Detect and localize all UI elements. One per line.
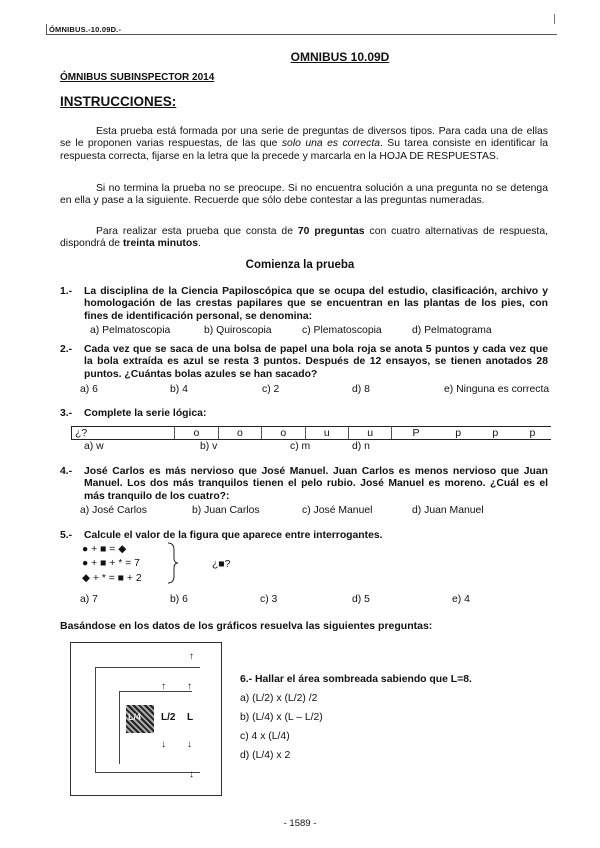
- q6-option-a[interactable]: a) (L/2) x (L/2) /2: [240, 693, 318, 704]
- q6-option-b[interactable]: b) (L/4) x (L – L/2): [240, 712, 323, 723]
- arrow-down-icon: ↓: [187, 739, 192, 750]
- series-cell: p: [477, 427, 514, 440]
- question-text: Cada vez que se saca de una bolsa de papel una bola roja se anota 5 puntos y cada vez que la bola extraída es azul se resta 3 puntos. Después de 12 ensayos, se tienen anotados 28 puntos. ¿Cuántas bolas azules se han sacado?: [84, 344, 548, 380]
- q4-option-c[interactable]: c) José Manuel: [302, 505, 373, 516]
- question-4: [60, 466, 548, 503]
- equation-2: ● + ■ + * = 7: [82, 558, 140, 569]
- series-cell: p: [514, 427, 551, 440]
- q3-option-c[interactable]: c) m: [290, 441, 311, 452]
- question-number: 2.-: [60, 344, 73, 355]
- label-l: L: [187, 712, 194, 723]
- exam-subtitle: ÓMNIBUS SUBINSPECTOR 2014: [60, 72, 215, 83]
- q5-option-b[interactable]: b) 6: [170, 594, 188, 605]
- graphs-intro: Basándose en los datos de los gráficos resuelva las siguientes preguntas:: [60, 620, 433, 632]
- q3-option-a[interactable]: a) w: [84, 441, 104, 452]
- header-tag: ÓMNIBUS.-10.09D.-: [49, 25, 122, 34]
- q4-option-a[interactable]: a) José Carlos: [80, 505, 147, 516]
- q2-option-c[interactable]: c) 2: [262, 384, 280, 395]
- arrow-up-icon: ↑: [189, 651, 194, 662]
- q3-option-d[interactable]: d) n: [352, 441, 370, 452]
- series-cell: o: [175, 427, 218, 440]
- question-6: 6.- Hallar el área sombreada sabiendo que L=8.: [240, 674, 472, 685]
- q5-option-a[interactable]: a) 7: [80, 594, 98, 605]
- start-heading: Comienza la prueba: [245, 259, 355, 271]
- question-number: 3.-: [60, 408, 73, 419]
- question-3: [60, 408, 548, 420]
- question-5: [60, 530, 548, 542]
- arrow-up-icon: ↑: [187, 681, 192, 692]
- arrow-down-icon: ↓: [161, 739, 166, 750]
- equation-3: ◆ + * = ■ + 2: [82, 573, 142, 584]
- question-2: [60, 344, 548, 381]
- q5-option-c[interactable]: c) 3: [260, 594, 278, 605]
- intro-paragraph-3: Para realizar esta prueba que consta de 70 preguntas con cuatro alternativas de respuesta, dispondrá de treinta minutos.: [60, 226, 548, 250]
- equation-1: ● + ■ = ◆: [82, 544, 127, 555]
- question-number: 4.-: [60, 466, 73, 477]
- q1-option-c[interactable]: c) Plematoscopia: [302, 325, 382, 336]
- page-number: - 1589 -: [283, 818, 317, 829]
- question-text: José Carlos es más nervioso que José Manuel. Juan Carlos es menos nervioso que Juan Manuel. Los dos más tranquilos tienen el pelo rubio. José Manuel es moreno. ¿Cuál es el más tranquilo de los cuatro?:: [84, 466, 548, 502]
- question-text: Calcule el valor de la figura que aparece entre interrogantes.: [84, 530, 383, 541]
- header-rule: [46, 24, 557, 35]
- q4-option-d[interactable]: d) Juan Manuel: [412, 505, 484, 516]
- series-cell: p: [440, 427, 477, 440]
- series-cell: ¿?: [72, 427, 175, 440]
- question-text: Complete la serie lógica:: [84, 408, 207, 419]
- instructions-heading: INSTRUCCIONES:: [60, 94, 177, 109]
- question-unknown: ¿■?: [212, 559, 231, 570]
- intro-paragraph-2: Si no termina la prueba no se preocupe. Si no encuentra solución a una pregunta no se detenga en ella y pase a la siguiente. Recuerde que sólo debe contestar a las preguntas numeradas.: [60, 183, 548, 207]
- equation-brace: [166, 542, 180, 584]
- series-cell: u: [305, 427, 348, 440]
- question-number: 1.-: [60, 286, 73, 297]
- q2-option-a[interactable]: a) 6: [80, 384, 98, 395]
- q6-option-d[interactable]: d) (L/4) x 2: [240, 750, 291, 761]
- series-cell: u: [349, 427, 392, 440]
- q2-option-b[interactable]: b) 4: [170, 384, 188, 395]
- page-title: OMNIBUS 10.09D: [290, 50, 390, 64]
- arrow-up-icon: ↑: [161, 681, 166, 692]
- q4-option-b[interactable]: b) Juan Carlos: [192, 505, 260, 516]
- q2-option-d[interactable]: d) 8: [352, 384, 370, 395]
- question-text: La disciplina de la Ciencia Papiloscópica que se ocupa del estudio, clasificación, archivo y homologación de las crestas papilares que se encuentran en las plantas de los pies, con fines de identificación personal, se denomina:: [84, 286, 548, 322]
- q1-option-b[interactable]: b) Quiroscopia: [204, 325, 272, 336]
- question-1: [60, 286, 548, 323]
- q6-option-c[interactable]: c) 4 x (L/4): [240, 731, 290, 742]
- header-tick: [554, 14, 555, 24]
- q5-option-d[interactable]: d) 5: [352, 594, 370, 605]
- q2-option-e[interactable]: e) Ninguna es correcta: [444, 384, 550, 395]
- question-number: 5.-: [60, 530, 73, 541]
- logic-series-table: [71, 426, 551, 440]
- q1-option-d[interactable]: d) Pelmatograma: [412, 325, 492, 336]
- series-cell: P: [392, 427, 440, 440]
- hatch-label: L/4: [128, 712, 142, 722]
- arrow-down-icon: ↓: [189, 769, 194, 780]
- series-cell: o: [262, 427, 305, 440]
- q5-option-e[interactable]: e) 4: [452, 594, 470, 605]
- q3-option-b[interactable]: b) v: [200, 441, 218, 452]
- intro-paragraph-1: Esta prueba está formada por una serie de preguntas de diversos tipos. Para cada una de ellas se le proponen varias respuestas, de las que solo una es correcta. Su tarea consiste en identificar la respuesta correcta, fijarse en la letra que la precede y marcarla en la HOJA DE RESPUESTAS.: [60, 126, 548, 162]
- geometry-figure: [70, 642, 222, 796]
- q1-option-a[interactable]: a) Pelmatoscopia: [90, 325, 171, 336]
- label-l-half: L/2: [161, 712, 176, 723]
- series-cell: o: [218, 427, 261, 440]
